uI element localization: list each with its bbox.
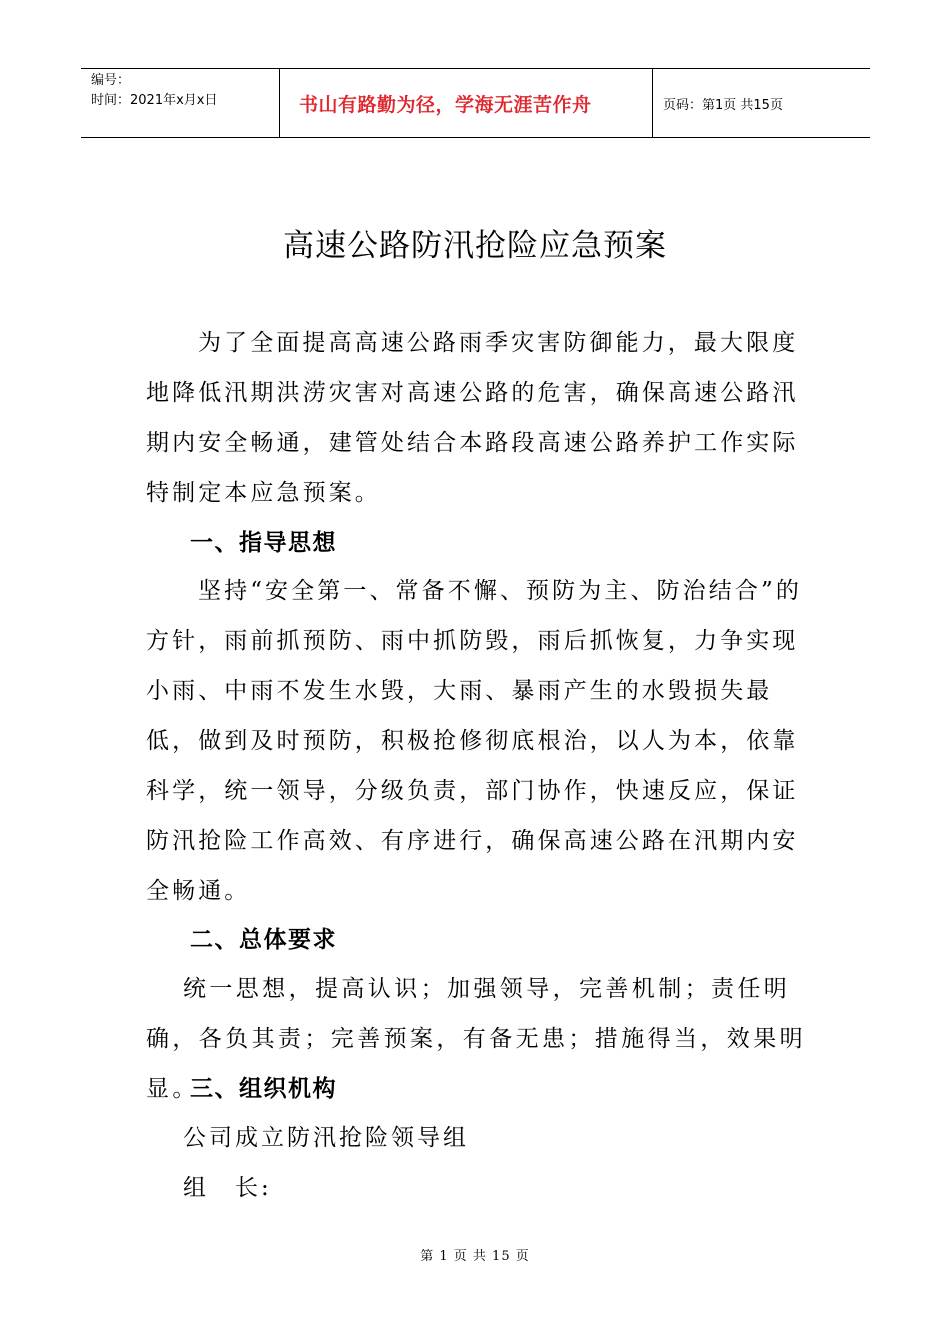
section2-text: 统一思想，提高认识；加强领导，完善机制；责任明确，各负其责；完善预案，有备无患；措施得当，效果明显。 — [146, 976, 806, 1102]
header-page-code: 页码：第1页 共15页 — [663, 97, 783, 113]
page-footer: 第 1 页 共 15 页 — [420, 1249, 530, 1264]
intro-text: 为了全面提高高速公路雨季灾害防御能力，最大限度地降低汛期洪涝灾害对高速公路的危害，确保高速公路汛期内安全畅通，建管处结合本路段高速公路养护工作实际特制定本应急预案。 — [146, 330, 799, 506]
header-page-cell — [653, 69, 870, 137]
header-motto: 书山有路勤为径，学海无涯苦作舟 — [299, 93, 592, 116]
header-motto-cell — [280, 69, 653, 137]
section3-heading: 三、组织机构 — [190, 1076, 337, 1102]
intro-paragraph — [146, 318, 818, 518]
section1-heading: 一、指导思想 — [190, 530, 337, 556]
page-header — [81, 68, 870, 138]
document-time-label: 时间：2021年x月x日 — [91, 93, 218, 108]
header-meta-cell — [81, 69, 280, 137]
section1-text: 坚持“安全第一、常备不懈、预防为主、防治结合”的方针，雨前抓预防、雨中抓防毁，雨后抓恢复，力争实现小雨、中雨不发生水毁，大雨、暴雨产生的水毁损失最低，做到及时预防，积极抢修彻底根治，以人为本，依靠科学，统一领导，分级负责，部门协作，快速反应，保证防汛抢险工作高效、有序进行，确保高速公路在汛期内安全畅通。 — [146, 578, 802, 904]
document-title: 高速公路防汛抢险应急预案 — [283, 228, 667, 264]
document-number-label: 编号： — [91, 73, 131, 88]
section2-heading: 二、总体要求 — [190, 927, 337, 953]
section3-line-2: 组 长: — [183, 1175, 272, 1201]
section3-line-1: 公司成立防汛抢险领导组 — [183, 1125, 469, 1151]
section1-paragraph — [146, 566, 818, 916]
